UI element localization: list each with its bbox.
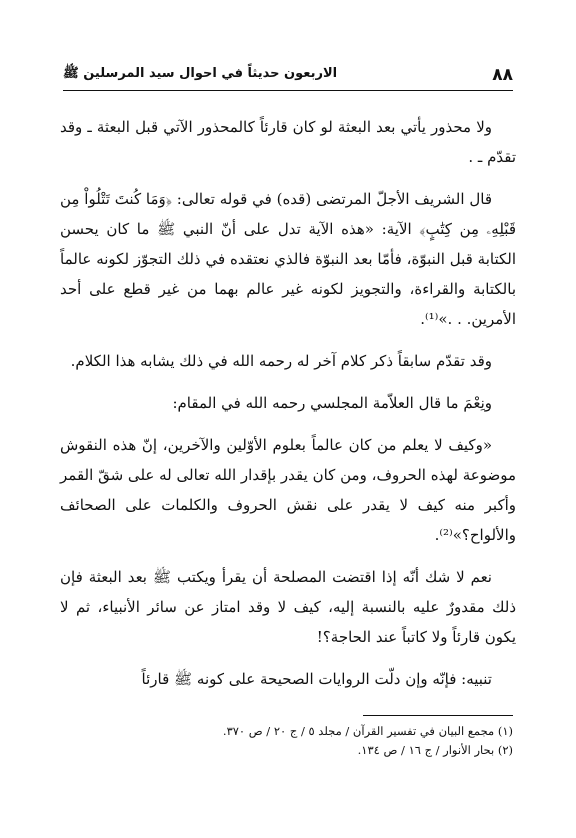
paragraph: نعم لا شك أنّه إذا اقتضت المصلحة أن يقرأ ويكتب ﷺ بعد البعثة فإن ذلك مقدورٌ عليه بالنسبة إليه، كيف لا وقد امتاز عن سائر الأنبياء، ثم لا يكون قارئاً ولا كاتباً عند الحاجة؟! (60, 568, 516, 646)
paragraph: قال الشريف الأجلّ المرتضى (قده) في قوله تعالى: ﴿وَمَا كُنتَ تَتْلُواْ مِن قَبْلِهِۦ مِن كِتَٰبٍ﴾ الآية: «هذه الآية تدل على أنّ النبي ﷺ ما كان يحسن الكتابة قبل النبوّة، فأمّا بعد النبوّة فالذي نعتقده في ذلك التجوّز لكونه عالماً بالكتابة والقراءة، والتجويز لكونه غير عالم بهما من غير قطع على أحد الأمرين. . .»⁽¹⁾. (60, 190, 516, 328)
footnote-divider (363, 715, 513, 716)
paragraph: ونِعْمَ ما قال العلاّمة المجلسي رحمه الله في المقام: (172, 394, 492, 412)
body-text (60, 112, 516, 706)
footnote: (١) مجمع البيان في تفسير القرآن / مجلد ٥ / ج ٢٠ / ص ٣٧٠. (222, 724, 513, 738)
footnote: (٢) بحار الأنوار / ج ١٦ / ص ١٣٤. (357, 743, 513, 757)
page-header (63, 60, 513, 91)
paragraph: تنبيه: فإنّه وإن دلّت الروايات الصحيحة على كونه ﷺ قارئاً (141, 670, 492, 688)
running-head: الاربعون حديثاً في احوال سيد المرسلين ﷺ (63, 66, 338, 81)
page-number: ٨٨ (492, 65, 513, 85)
footnotes (63, 715, 513, 760)
paragraph: وقد تقدّم سابقاً ذكر كلام آخر له رحمه الله في ذلك يشابه هذا الكلام. (70, 352, 492, 370)
paragraph: ولا محذور يأتي بعد البعثة لو كان قارئاً كالمحذور الآتي قبل البعثة ـ وقد تقدّم ـ . (60, 118, 516, 166)
paragraph: «وكيف لا يعلم من كان عالماً بعلوم الأوّلين والآخرين، إنّ هذه النقوش موضوعة لهذه الحروف، ومن كان يقدر بإقدار الله تعالى له على شقّ القمر وأكبر منه كيف لا يقدر على نقش الحروف والكلمات على الصحائف والألواح؟»⁽²⁾. (60, 436, 516, 544)
